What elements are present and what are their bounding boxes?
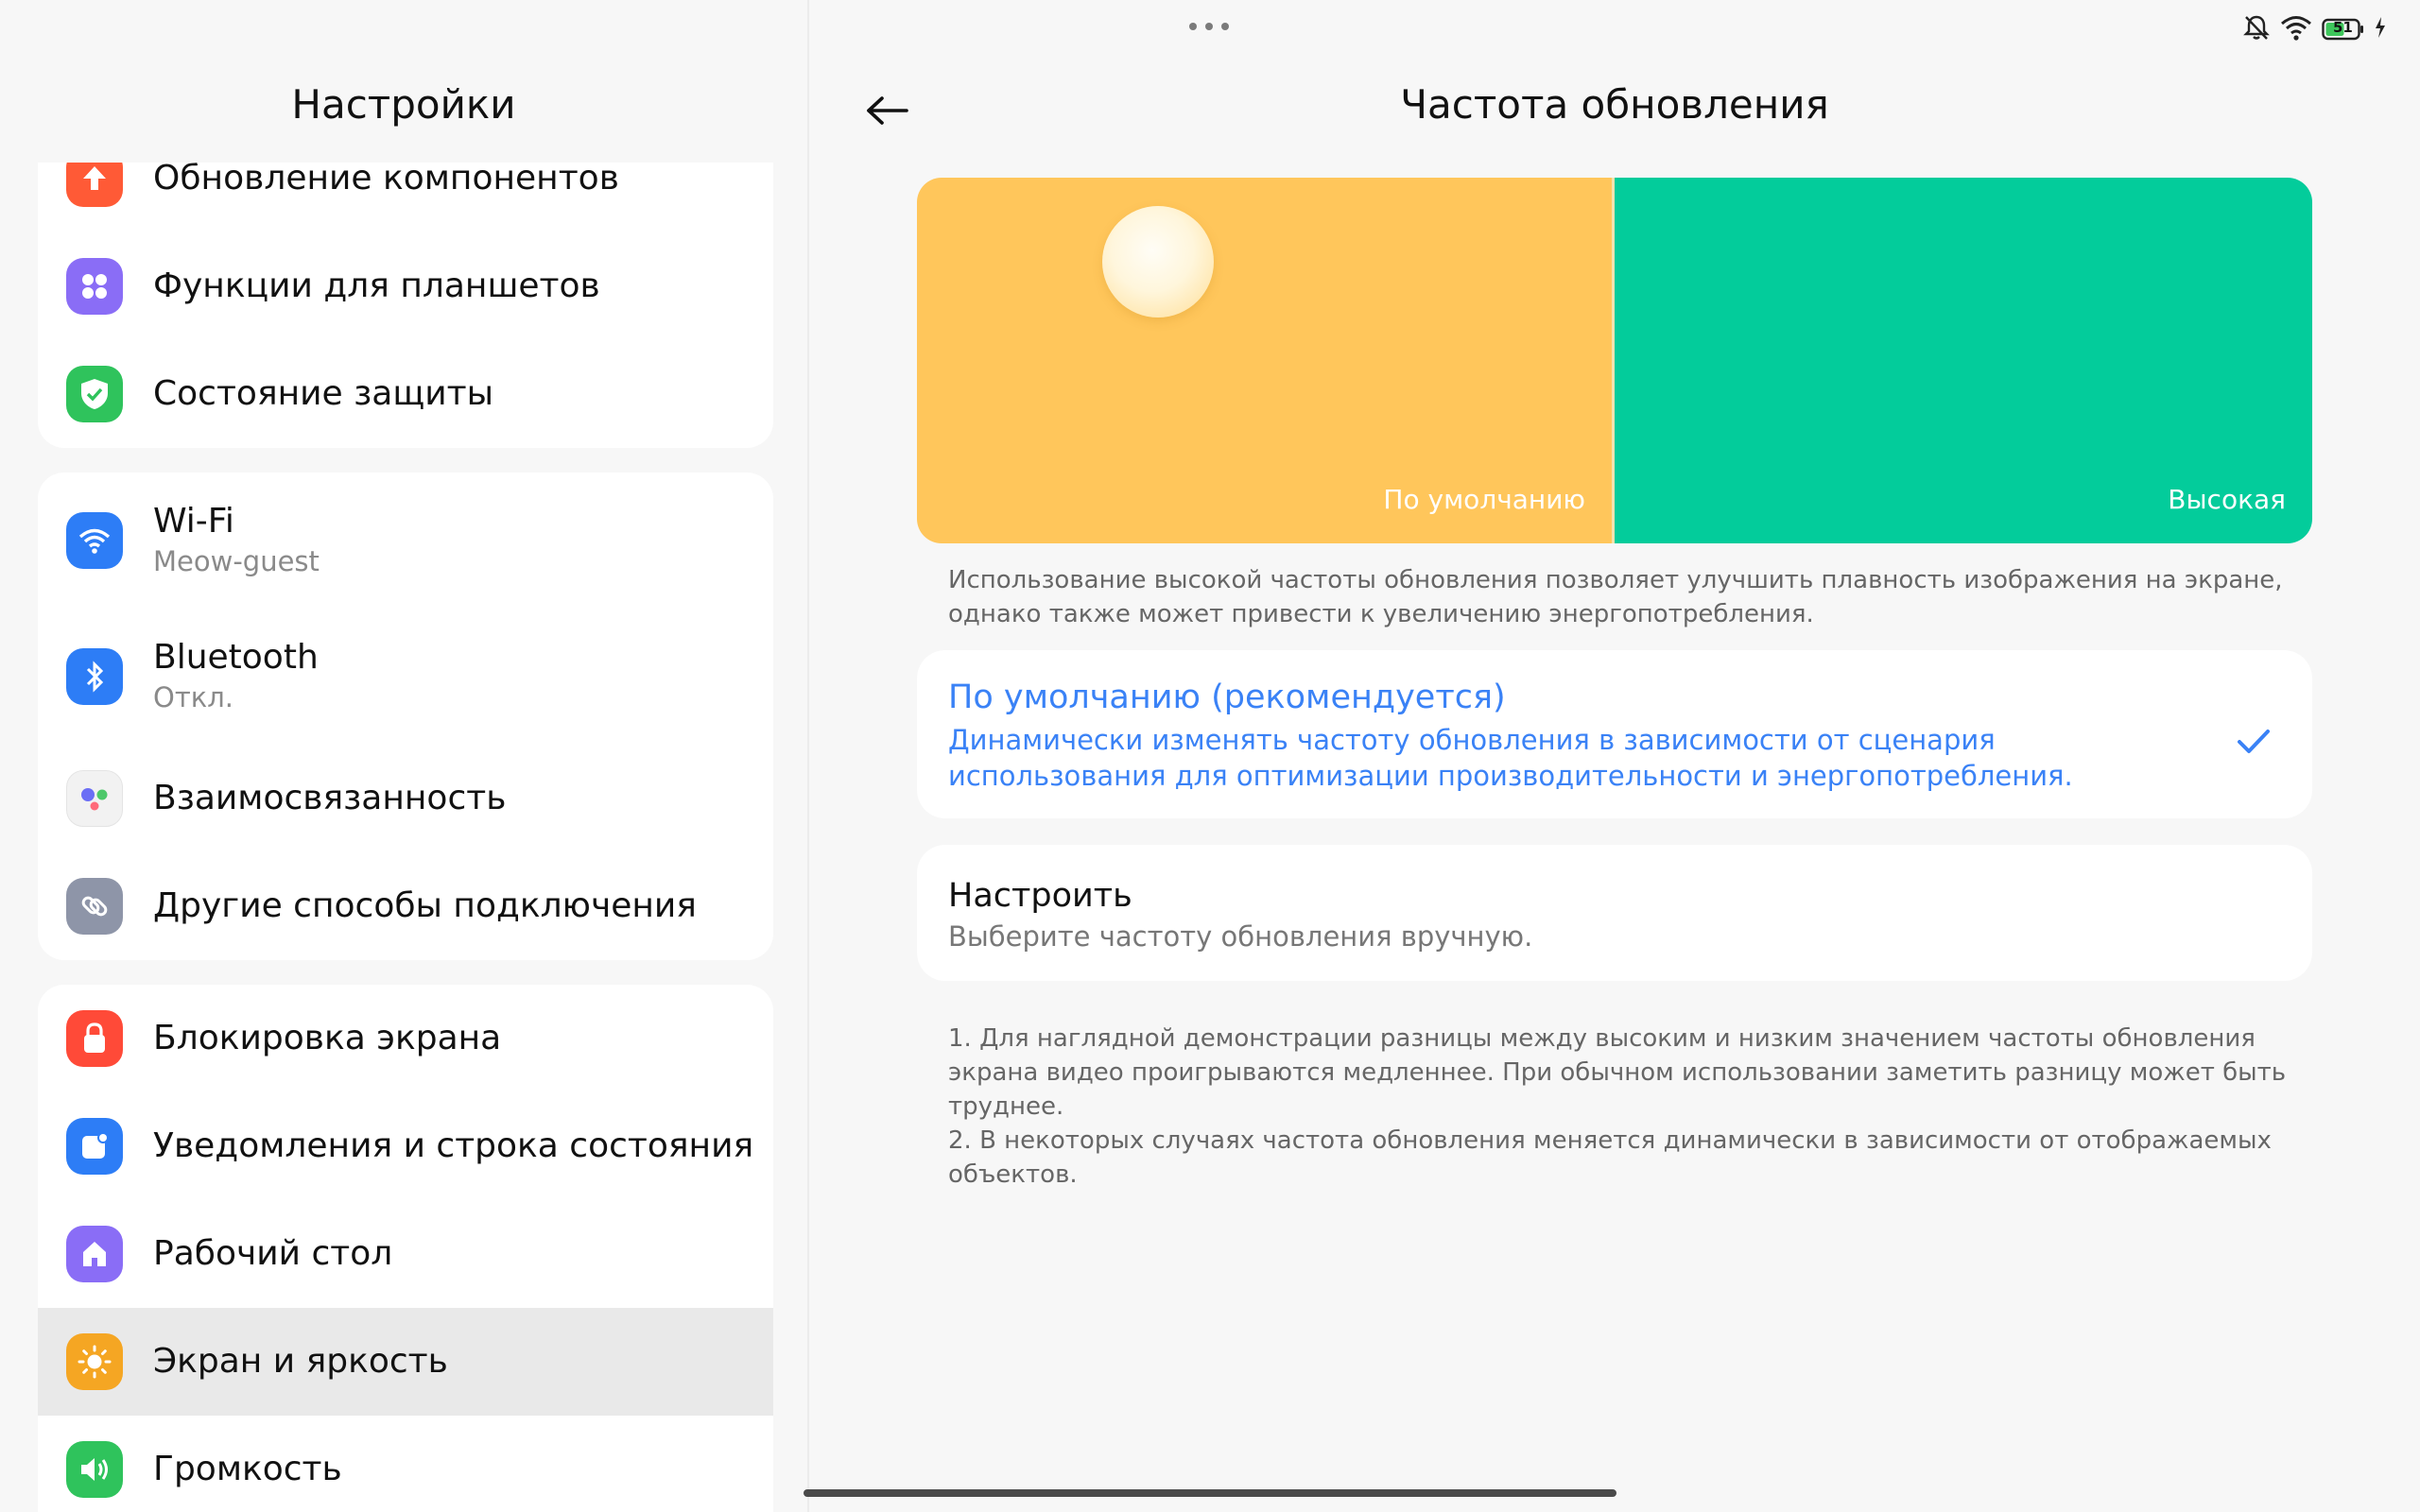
home-icon bbox=[66, 1226, 123, 1282]
dots-icon bbox=[66, 770, 123, 827]
sidebar-item-label: Функции для планшетов bbox=[153, 266, 600, 305]
sidebar-item-label: Уведомления и строка состояния bbox=[153, 1126, 754, 1165]
sidebar-item-volume[interactable] bbox=[38, 1416, 773, 1512]
bluetooth-status: Откл. bbox=[153, 681, 233, 713]
battery-icon bbox=[2322, 18, 2365, 41]
wifi-icon bbox=[66, 512, 123, 569]
option-custom-title: Настроить bbox=[948, 877, 1132, 915]
settings-sidebar bbox=[0, 0, 807, 1512]
grid-icon bbox=[66, 258, 123, 315]
sidebar-item-label: Wi-Fi bbox=[153, 502, 234, 541]
charging-icon bbox=[2375, 17, 2386, 42]
sidebar-item-label: Bluetooth bbox=[153, 638, 319, 677]
sidebar-item-interconnectivity[interactable] bbox=[38, 745, 773, 852]
notification-icon bbox=[66, 1118, 123, 1175]
sidebar-item-label: Обновление компонентов bbox=[153, 163, 619, 198]
settings-group-3 bbox=[38, 985, 773, 1512]
option-default-description: Динамически изменять частоту обновления в зависимости от сценария использования для оптимизации производительности и энергопотребления. bbox=[948, 724, 2073, 792]
sun-icon bbox=[66, 1333, 123, 1390]
status-right bbox=[2242, 13, 2386, 45]
bluetooth-icon bbox=[66, 648, 123, 705]
sidebar-item-other-connections[interactable] bbox=[38, 852, 773, 960]
page-title: Частота обновления bbox=[1400, 81, 1829, 128]
refresh-rate-description: Использование высокой частоты обновления позволяет улучшить плавность изображения на экране, однако также может привести к увеличению энергопотребления. bbox=[948, 566, 2283, 628]
option-default-title: По умолчанию (рекомендуется) bbox=[948, 679, 1506, 716]
sidebar-item-component-update[interactable] bbox=[38, 163, 773, 232]
sidebar-item-lock-screen[interactable] bbox=[38, 985, 773, 1092]
settings-list[interactable] bbox=[38, 163, 773, 1512]
shield-icon bbox=[66, 366, 123, 422]
checkmark-icon bbox=[2237, 728, 2271, 760]
window-handle[interactable] bbox=[1189, 23, 1229, 30]
sidebar-item-home-screen[interactable] bbox=[38, 1200, 773, 1308]
sidebar-item-label: Блокировка экрана bbox=[153, 1019, 502, 1057]
sidebar-item-bluetooth[interactable] bbox=[38, 609, 773, 745]
sidebar-item-label: Экран и яркость bbox=[153, 1342, 448, 1381]
sidebar-item-notifications[interactable] bbox=[38, 1092, 773, 1200]
preview-high-panel[interactable] bbox=[1615, 178, 2312, 543]
note-1: 1. Для наглядной демонстрации разницы между высоким и низким значением частоты обновления экрана видео проигрываются медленнее. При обычном использовании заметить разницу может быть труднее. bbox=[948, 1024, 2287, 1121]
settings-group-1 bbox=[38, 163, 773, 448]
option-default[interactable] bbox=[917, 650, 2312, 818]
sidebar-item-label: Громкость bbox=[153, 1450, 342, 1488]
option-custom-description: Выберите частоту обновления вручную. bbox=[948, 920, 1533, 953]
sidebar-item-display-brightness[interactable] bbox=[38, 1308, 773, 1416]
wifi-status-icon bbox=[2280, 14, 2312, 44]
sidebar-item-label: Рабочий стол bbox=[153, 1234, 393, 1273]
sidebar-item-label: Взаимосвязанность bbox=[153, 779, 507, 817]
note-2: 2. В некоторых случаях частота обновления меняется динамически в зависимости от отображаемых объектов. bbox=[948, 1126, 2272, 1189]
option-custom[interactable] bbox=[917, 845, 2312, 981]
preview-default-label: По умолчанию bbox=[1383, 484, 1585, 515]
sidebar-item-label: Другие способы подключения bbox=[153, 886, 697, 925]
sidebar-item-wifi[interactable] bbox=[38, 472, 773, 609]
preview-default-panel[interactable] bbox=[917, 178, 1612, 543]
notes bbox=[948, 1022, 2290, 1192]
sidebar-item-tablet-features[interactable] bbox=[38, 232, 773, 340]
settings-group-2 bbox=[38, 472, 773, 960]
sidebar-title: Настройки bbox=[291, 81, 516, 128]
pane-divider bbox=[807, 0, 809, 1512]
preview-ball bbox=[1102, 206, 1214, 318]
wifi-network-name: Meow-guest bbox=[153, 545, 320, 577]
arrow-up-icon bbox=[66, 163, 123, 207]
preview-high-label: Высокая bbox=[2168, 484, 2286, 515]
lock-icon bbox=[66, 1010, 123, 1067]
battery-level: 51 bbox=[2333, 19, 2353, 36]
sidebar-item-security-status[interactable] bbox=[38, 340, 773, 448]
mute-icon bbox=[2242, 13, 2271, 45]
refresh-rate-preview bbox=[917, 178, 2312, 543]
home-indicator[interactable] bbox=[804, 1489, 1616, 1497]
sidebar-item-label: Состояние защиты bbox=[153, 374, 494, 413]
volume-icon bbox=[66, 1441, 123, 1498]
link-icon bbox=[66, 878, 123, 935]
